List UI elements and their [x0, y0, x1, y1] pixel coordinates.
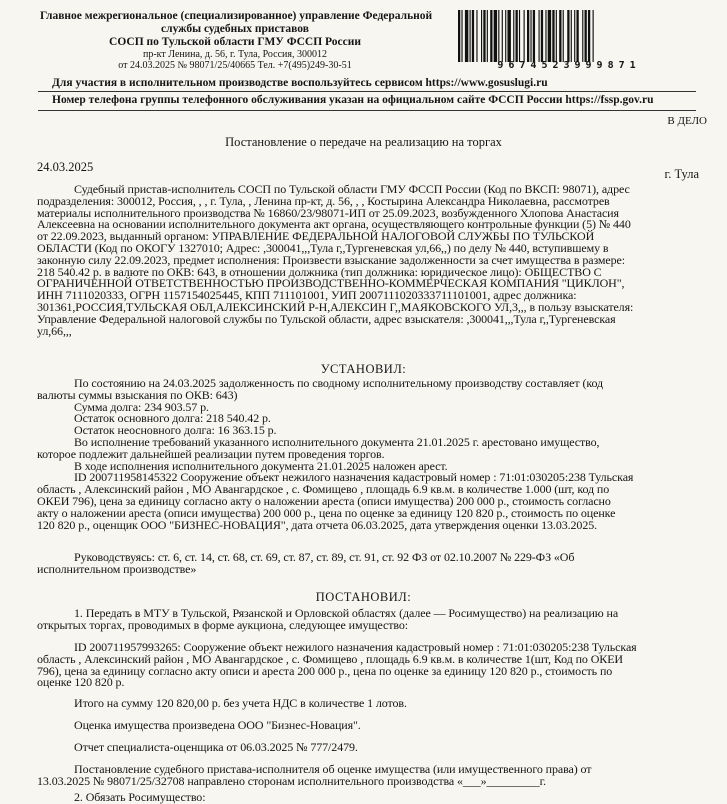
text-line: Остаток основного долга: 218 540.42 р. [74, 411, 271, 426]
ustanovil-heading: УСТАНОВИЛ: [320, 362, 407, 376]
barcode-bar [524, 10, 525, 62]
barcode-bar [513, 10, 514, 62]
text-line: 796), цена за единицу согласно акту описи и ареста 200 000 р., цена по оценке за единицу 120 820 р., стоимость по [37, 663, 613, 678]
property-description [37, 642, 697, 689]
total-sum [37, 698, 697, 710]
text-line: валюты суммы взыскания по ОКВ: 643) [37, 387, 238, 402]
barcode [458, 10, 680, 62]
barcode-bar [563, 10, 564, 62]
barcode-bar [516, 10, 518, 62]
text-line: 1. Передать в МТУ в Тульской, Рязанской и Орловской областях (далее — Росимущество) на реализацию на [74, 606, 619, 620]
org-line-3: СОСП по Тульской области ГМУ ФССП России [109, 36, 361, 48]
barcode-bar [487, 10, 488, 62]
text-line: исполнительном производстве» [37, 561, 197, 576]
appraisal-note [37, 720, 697, 732]
organization-header [40, 10, 433, 49]
barcode-bar [458, 10, 460, 62]
text-line: 120 820 р., оценщик ООО "БИЗНЕС-НОВАЦИЯ", дата отчета 06.03.2025, дата утверждения оценки 13.03.2025. [37, 517, 598, 532]
text-line: ул,66,,, [37, 323, 72, 338]
v-delo-label: В ДЕЛО [667, 115, 707, 127]
text-line: Остаток неосновного долга: 16 363.15 р. [74, 423, 277, 438]
phone-note: Номер телефона группы телефонного обслуживания указан на официальном сайте ФССП России https://fssp.gov.ru [52, 94, 654, 106]
text-line: ИНН 7111020333, ОГРН 1157154025445, КПП 711101001, УИП 2007111020333711101001, адрес должника: [37, 288, 577, 303]
text-line: оценке 120 820 р. [37, 675, 125, 690]
text-line: ОГРАНИЧЕННОЙ ОТВЕТСТВЕННОСТЬЮ ПРОИЗВОДСТВЕННО-КОММЕРЧЕСКАЯ КОМПАНИЯ "ЦИКЛОН", [37, 276, 625, 291]
postanovil-heading: ПОСТАНОВИЛ: [315, 590, 412, 604]
barcode-bar [481, 10, 482, 62]
barcode-bar [533, 10, 535, 62]
barcode-bar [470, 10, 471, 62]
barcode-bar [490, 10, 492, 62]
text-line: Сумма долга: 234 903.57 р. [74, 399, 209, 414]
text-line: Итого на сумму 120 820,00 р. без учета НДС в количестве 1 лотов. [74, 696, 407, 710]
text-line: Оценка имущества произведена ООО "Бизнес-Новация". [74, 718, 361, 732]
barcode-bar [519, 10, 520, 62]
barcode-bar [559, 10, 561, 62]
barcode-bar [582, 10, 583, 62]
text-line: Постановление судебного пристава-исполнителя об оценке имущества (или имущественного права) от [74, 762, 592, 776]
text-line: В ходе исполнения исполнительного документа 21.01.2025 наложен арест. [74, 458, 448, 473]
barcode-bar [574, 10, 575, 62]
postanovil-item-1 [37, 608, 697, 632]
text-line: ОБЛАСТИ (Код по ОКОГУ 1327010; Адрес: ,300041,,,Тула г,,Тургеневская ул,66,,) по делу № 440, вступившему в [37, 240, 609, 255]
text-line: которое подлежит дальнейшей реализации путем проведения торгов. [37, 446, 385, 461]
text-line: 2. Обязать Росимущество: [74, 790, 206, 804]
text-line: открытых торгах, проводимых в форме аукциона, следующее имущество: [37, 617, 408, 632]
text-line: Алексеевна на основании исполнительного документа акт органа, осуществляющего контрольные функции (5) № 440 [37, 217, 631, 232]
document-date: 24.03.2025 [37, 160, 94, 174]
text-line: от 22.09.2023, выданный органом: УПРАВЛЕНИЕ ФЕДЕРАЛЬНОЙ НАЛОГОВОЙ СЛУЖБЫ ПО ТУЛЬСКОЙ [37, 229, 595, 244]
text-line: законную силу 22.09.2023, предмет исполнения: Произвести взыскание задолженности за счет имущества в размере: [37, 252, 625, 267]
text-line: 301361,РОССИЯ,ТУЛЬСКАЯ ОБЛ,АЛЕКСИНСКИЙ Р-Н,АЛЕКСИН Г,,МАЯКОВСКОГО УЛ,3,,, в пользу взыскателя: [37, 299, 634, 314]
appraiser-report [37, 742, 697, 754]
barcode-bar [465, 10, 468, 62]
gosuslugi-note: Для участия в исполнительном производстве воспользуйтесь сервисом https://www.gosuslugi.ru [52, 77, 548, 89]
barcode-bar [539, 10, 540, 62]
text-line: 13.03.2025 № 98071/25/32708 направлено сторонам исполнительного производства «___»_________г. [37, 773, 546, 788]
barcode-bar [505, 10, 506, 62]
text-line: Управление Федеральной налоговой службы по Тульской области, адрес взыскателя: ,300041,,,Тула г,,Тургеневская [37, 311, 616, 326]
barcode-bar [530, 10, 531, 62]
text-line: По состоянию на 24.03.2025 задолженность по сводному исполнительному производству составляет (код [74, 376, 604, 390]
barcode-bar [472, 10, 474, 62]
text-line: 218 540.42 р. в валюте по ОКВ: 643, в отношении должника (тип должника: юридическое лицо): ОБЩЕСТВО С [37, 264, 602, 279]
barcode-bar [541, 10, 543, 62]
barcode-bar [545, 10, 546, 62]
organization-address [40, 49, 430, 71]
barcode-bar [567, 10, 569, 62]
barcode-bar [593, 10, 594, 62]
barcode-bar [476, 10, 477, 62]
text-line: материалы исполнительного производства № 16860/23/98071-ИП от 25.09.2023, возбужденного Хлопова Анастасия [37, 205, 619, 220]
org-line-2: службы судебных приставов [161, 23, 309, 35]
barcode-bar [588, 10, 590, 62]
barcode-bar [552, 10, 554, 62]
text-line: подразделения: 300012, Россия, , , г. Тула, , Ленина пр-кт, д. 56, , , Костырина Александра Николаевна, рассмотрев [37, 193, 610, 208]
text-line: область , Алексинский район , МО Авангардское , с. Фомищево , площадь 6.9 кв.м. в количестве 1.000 (шт, код по [37, 482, 610, 497]
barcode-number: 9674523999871 [497, 60, 641, 71]
text-line: Судебный пристав-исполнитель СОСП по Тульской области ГМУ ФССП России (Код по ВКСП: 98071), адрес [74, 182, 630, 196]
barcode-bar [502, 10, 503, 62]
barcode-bar [548, 10, 551, 62]
address-line-2: от 24.03.2025 № 98071/25/40665 Тел. +7(495)249-30-51 [118, 60, 352, 71]
text-line: ID 200711958145322 Сооружение объект нежилого назначения кадастровый номер : 71:01:030205:238 Тульская [74, 470, 634, 485]
barcode-bar [571, 10, 572, 62]
barcode-bar [507, 10, 510, 62]
org-line-1: Главное межрегиональное (специализированное) управление Федеральной [40, 10, 433, 22]
text-line: Во исполнение требований указанного исполнительного документа 21.01.2025 г. арестовано имущество, [74, 434, 600, 449]
barcode-bar [585, 10, 587, 62]
rukovodstvuyas-paragraph [37, 552, 697, 576]
ustanovil-section [37, 378, 697, 531]
text-line: область , Алексинский район , МО Авангардское , с. Фомищево , площадь 6.9 кв.м. в количестве 1(шт, Код по ОКЕИ [37, 651, 624, 666]
divider [38, 110, 696, 111]
barcode-bar [461, 10, 462, 62]
document-city: г. Тула [664, 167, 699, 181]
divider [38, 91, 696, 92]
barcode-bar [576, 10, 578, 62]
text-line: ОКЕИ 796), цена за единицу согласно акту о наложении ареста (описи имущества) 200 000 р., стоимость согласно [37, 493, 611, 508]
appraisal-decree [37, 764, 697, 788]
text-line: Отчет специалиста-оценщика от 06.03.2025 № 777/2479. [74, 740, 358, 754]
barcode-bar [498, 10, 499, 62]
text-line: Руководствуясь: ст. 6, ст. 14, ст. 68, ст. 69, ст. 87, ст. 89, ст. 91, ст. 92 ФЗ от 02.10.2007 № 229-ФЗ «Об [74, 550, 575, 564]
text-line: ID 200711957993265: Сооружение объект нежилого назначения кадастровый номер : 71:01:030205:238 Тульская [74, 640, 637, 654]
intro-paragraph [37, 184, 697, 337]
document-title: Постановление о передаче на реализацию на торгах [225, 135, 502, 149]
text-line: акту о наложении ареста (описи имущества) 200 000 р., цена по оценке за единицу 120 820 р., стоимость по оценке [37, 505, 616, 520]
barcode-bar [527, 10, 529, 62]
barcode-bar [556, 10, 557, 62]
barcode-bar [494, 10, 497, 62]
barcode-bar [483, 10, 485, 62]
address-line-1: пр-кт Ленина, д. 56, г. Тула, Россия, 300012 [143, 49, 327, 60]
